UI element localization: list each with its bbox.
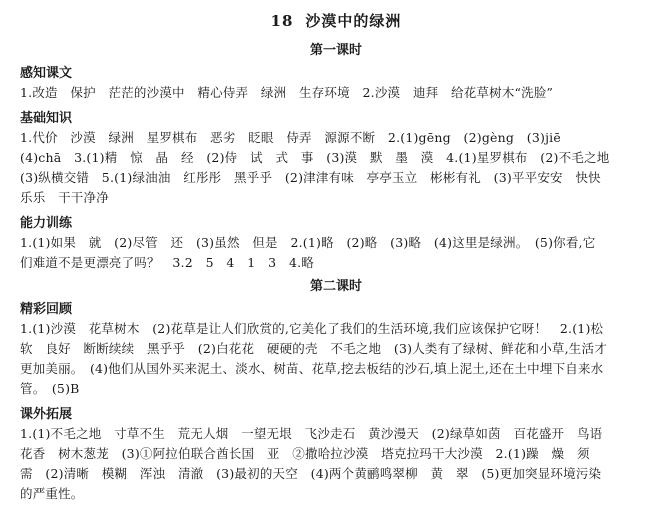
answer-line: 1.代价 沙漠 绿洲 星罗棋布 恶劣 眨眼 侍弄 源源不断 2.(1)gēng (2)gèng (3)jiē [20, 130, 561, 145]
answer-line: 1.(1)不毛之地 寸草不生 荒无人烟 一望无垠 飞沙走石 黄沙漫天 (2)绿草如茵 百花盛开 鸟语 [20, 426, 603, 441]
section-heading-review: 精彩回顾 [20, 302, 73, 317]
lesson2-heading: 第二课时 [309, 279, 362, 294]
section-heading-basics: 基础知识 [20, 111, 73, 126]
lesson-name: 沙漠中的绿洲 [305, 12, 402, 30]
lesson-number: 18 [270, 12, 294, 30]
answer-line: 需 (2)清晰 模糊 浑浊 清澈 (3)最初的天空 (4)两个黄鹂鸣翠柳 黄 翠 (5)更加突显环境污染 [20, 466, 602, 481]
section-heading-ability: 能力训练 [20, 216, 73, 231]
answer-line: 乐乐 干干净净 [20, 190, 109, 205]
answer-line: (3)纵横交错 5.(1)绿油油 红彤彤 黑乎乎 (2)津津有味 亭亭玉立 彬彬有礼 (3)平平安安 快快 [20, 170, 601, 185]
answer-line: 1.(1)如果 就 (2)尽管 还 (3)虽然 但是 2.(1)略 (2)略 (3)略 (4)这里是绿洲。 (5)你看,它 [20, 235, 596, 250]
answer-line: 1.改造 保护 茫茫的沙漠中 精心侍弄 绿洲 生存环境 2.沙漠 迪拜 给花草树木“洗脸” [20, 85, 554, 100]
answer-line: 花香 树木葱茏 (3)①阿拉伯联合酋长国 亚 ②撒哈拉沙漠 塔克拉玛干大沙漠 2.(1)躁 燥 须 [20, 446, 590, 461]
lesson1-heading: 第一课时 [309, 43, 362, 58]
answer-line: 1.(1)沙漠 花草树木 (2)花草是让人们欣赏的,它美化了我们的生活环境,我们应该保护它呀！ 2.(1)松 [20, 321, 604, 336]
answer-line: 们难道不是更漂亮了吗？ 3.2 5 4 1 3 4.略 [20, 255, 315, 270]
section-heading-perception: 感知课文 [20, 66, 73, 81]
answer-line: 管。 (5)B [20, 381, 80, 396]
answer-line: 更加美丽。 (4)他们从国外买来泥土、淡水、树苗、花草,挖去板结的沙石,填上泥土,还在土中埋下自来水 [20, 361, 604, 376]
answer-line: 软 良好 断断续续 黑乎乎 (2)白花花 硬硬的壳 不毛之地 (3)人类有了绿树、鲜花和小草,生活才 [20, 341, 607, 356]
answer-line: 的严重性。 [20, 486, 84, 501]
section-heading-extension: 课外拓展 [20, 407, 73, 422]
lesson-title [20, 10, 652, 31]
answer-line: (4)chā 3.(1)精 惊 晶 经 (2)侍 试 式 事 (3)漠 默 墨 漠 4.(1)星罗棋布 (2)不毛之地 [20, 150, 610, 165]
